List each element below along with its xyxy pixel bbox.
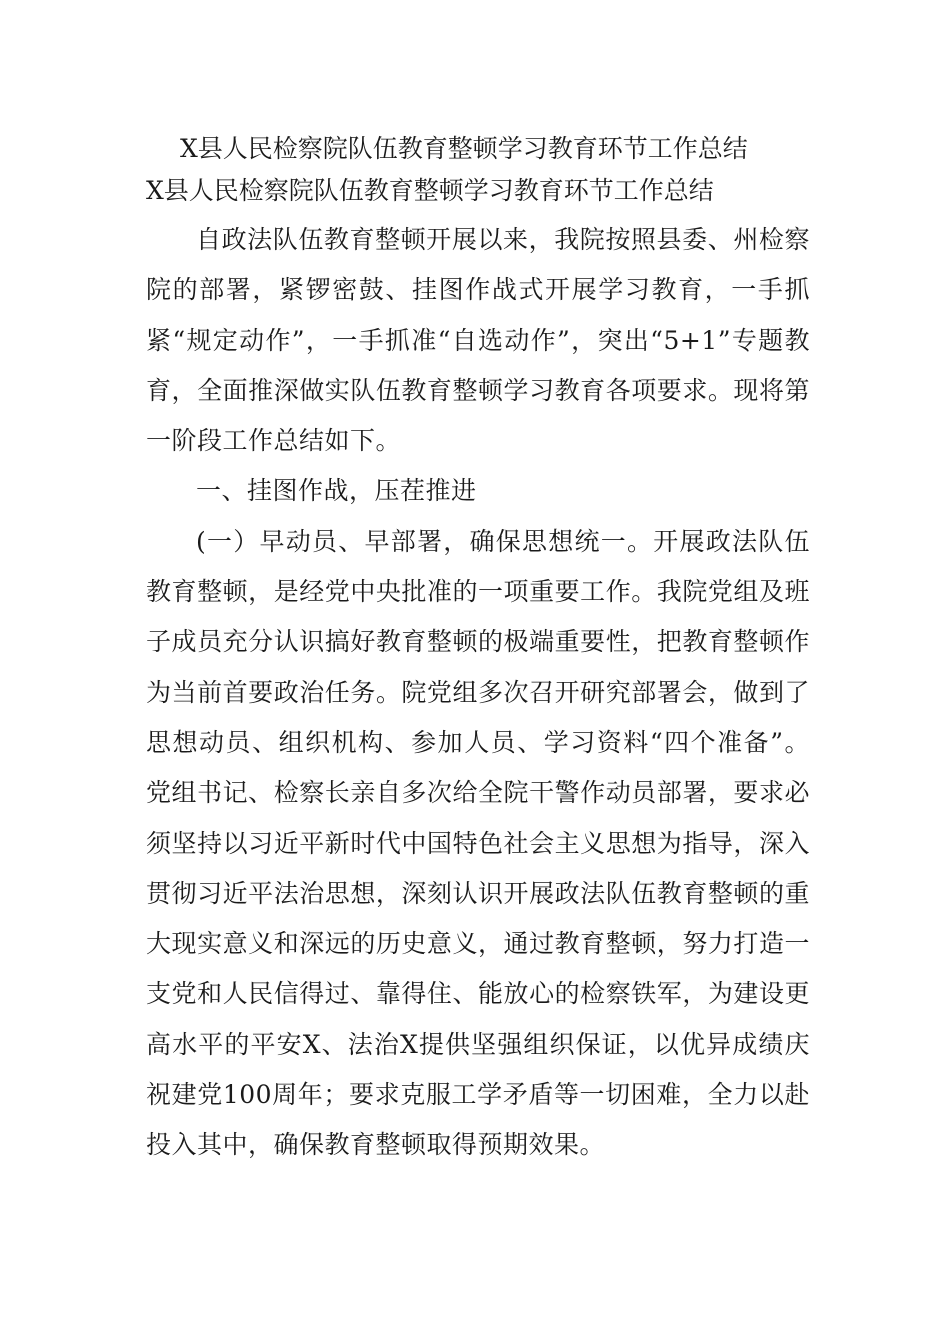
intro-paragraph: 自政法队伍教育整顿开展以来，我院按照县委、州检察院的部署，紧锣密鼓、挂图作战式开展学习教育，一手抓紧“规定动作”，一手抓准“自选动作”，突出“5+1”专题教育，全面推深做实队伍教育整顿学习教育各项要求。现将第一阶段工作总结如下。 — [146, 225, 810, 456]
document-title-repeat: X县人民检察院队伍教育整顿学习教育环节工作总结 — [146, 176, 714, 205]
document-title: X县人民检察院队伍教育整顿学习教育环节工作总结 — [180, 134, 748, 163]
section-heading: 一、挂图作战，压茬推进 — [196, 476, 477, 506]
subsection-paragraph: (一）早动员、早部署，确保思想统一。开展政法队伍教育整顿，是经党中央批准的一项重要工作。我院党组及班子成员充分认识搞好教育整顿的极端重要性，把教育整顿作为当前首要政治任务。院党组多次召开研究部署会，做到了思想动员、组织机构、参加人员、学习资料“四个准备”。党组书记、检察长亲自多次给全院干警作动员部署，要求必须坚持以习近平新时代中国特色社会主义思想为指导，深入贯彻习近平法治思想，深刻认识开展政法队伍教育整顿的重大现实意义和深远的历史意义，通过教育整顿，努力打造一支党和人民信得过、靠得住、能放心的检察铁军，为建设更高水平的平安X、法治X提供坚强组织保证，以优异成绩庆祝建党100周年；要求克服工学矛盾等一切困难，全力以赴投入其中，确保教育整顿取得预期效果。 — [146, 526, 810, 1160]
document-body — [146, 127, 810, 1171]
